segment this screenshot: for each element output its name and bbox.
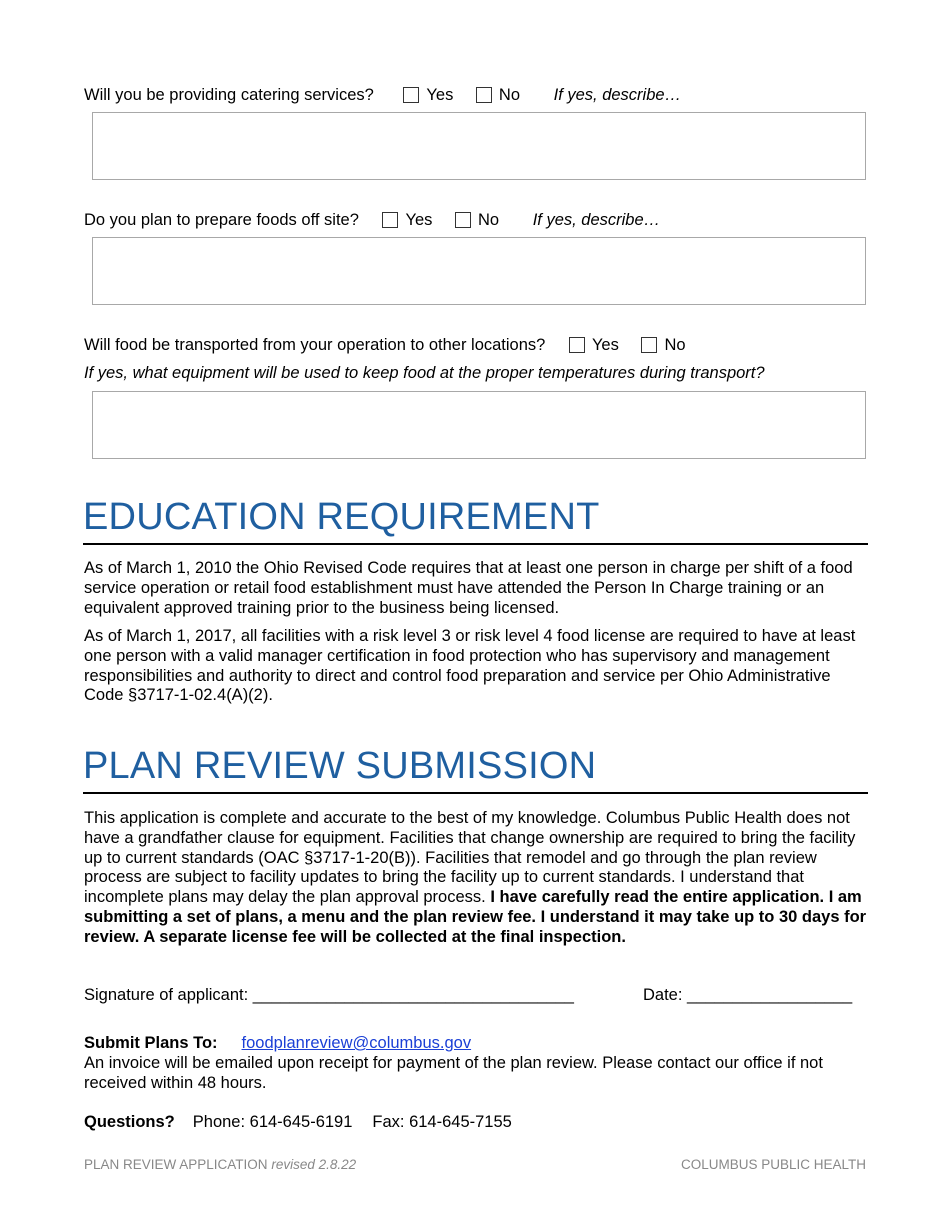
catering-no-checkbox[interactable] [476,87,492,103]
submission-acknowledgement: I have carefully read the entire application. I am submitting a set of plans, a menu and the plan review fee. I understand it may take up to 30 days for review. A separate license fee will be collected at the final inspection. [84,888,867,946]
transport-no-label: No [664,335,686,354]
submission-paragraph [84,809,870,948]
transport-equipment-field[interactable] [92,391,866,459]
offsite-yes-checkbox[interactable] [382,212,398,228]
catering-describe-label: If yes, describe… [553,85,682,104]
transport-yes-label: Yes [591,335,619,354]
offsite-no-label: No [478,210,500,229]
transport-no-option[interactable] [641,334,685,355]
offsite-no-checkbox[interactable] [455,212,471,228]
offsite-no-option[interactable] [455,209,499,230]
education-paragraph-2: As of March 1, 2017, all facilities with a risk level 3 or risk level 4 food license are required to have at least one person with a valid manager certification in food protection who has supervisory and management responsibilities and authority to direct and control food preparation and service per Ohio Administrative Code §3717-1-02.4(A)(2). [84,627,856,705]
questions-row [84,1112,512,1132]
transport-yes-option[interactable] [569,334,619,355]
catering-question-label: Will you be providing catering services? [84,85,374,104]
footer-title: PLAN REVIEW APPLICATION [84,1157,268,1172]
offsite-yes-option[interactable] [382,209,432,230]
submission-heading: PLAN REVIEW SUBMISSION [83,744,868,794]
catering-yes-label: Yes [426,85,454,104]
catering-description-field[interactable] [92,112,866,180]
footer-right: COLUMBUS PUBLIC HEALTH [680,1157,866,1172]
education-heading: EDUCATION REQUIREMENT [83,495,868,545]
catering-question-row [84,84,681,105]
transport-yes-checkbox[interactable] [569,337,585,353]
catering-no-label: No [498,85,521,104]
submit-row [84,1033,471,1053]
offsite-question-row [84,209,660,230]
offsite-description-field[interactable] [92,237,866,305]
transport-question-label: Will food be transported from your operation to other locations? [84,335,546,354]
transport-question-row [84,334,704,355]
catering-yes-option[interactable] [403,84,453,105]
signature-label: Signature of applicant: [84,986,249,1004]
offsite-question-label: Do you plan to prepare foods off site? [84,210,359,229]
fax-number: Fax: 614-645-7155 [372,1113,512,1131]
date-label: Date: [643,986,683,1004]
signature-row[interactable] [84,985,574,1005]
submit-email-link[interactable]: foodplanreview@columbus.gov [241,1034,472,1052]
questions-label: Questions? [84,1113,175,1131]
date-line[interactable]: __________________ [687,986,853,1004]
footer-revised: revised 2.8.22 [271,1157,357,1172]
submission-statement: This application is complete and accurate to the best of my knowledge. Columbus Public Health does not have a grandfather clause for equipment. Facilities that change ownership are required to bring the facility up to current standards (OAC §3717-1-20(B)). Facilities that remodel and go through the plan review process are subject to facility updates to bring the facility up to current standards. I understand that incomplete plans may delay the plan approval process. [84,809,856,907]
date-row[interactable] [643,985,852,1005]
transport-no-checkbox[interactable] [641,337,657,353]
offsite-describe-label: If yes, describe… [532,210,661,229]
education-paragraph-1: As of March 1, 2010 the Ohio Revised Code requires that at least one person in charge per shift of a food service operation or retail food establishment must have attended the Person In Charge training or an equivalent approved training prior to the business being licensed. [84,559,853,617]
catering-no-option[interactable] [476,84,520,105]
submit-label: Submit Plans To: [84,1034,218,1052]
transport-followup-label: If yes, what equipment will be used to keep food at the proper temperatures during transport? [84,364,765,382]
signature-line[interactable]: ___________________________________ [252,986,574,1004]
offsite-yes-label: Yes [405,210,433,229]
invoice-note: An invoice will be emailed upon receipt for payment of the plan review. Please contact our office if not received within 48 hours. [84,1054,823,1092]
footer-left [84,1157,356,1172]
phone-number: Phone: 614-645-6191 [192,1113,353,1131]
catering-yes-checkbox[interactable] [403,87,419,103]
